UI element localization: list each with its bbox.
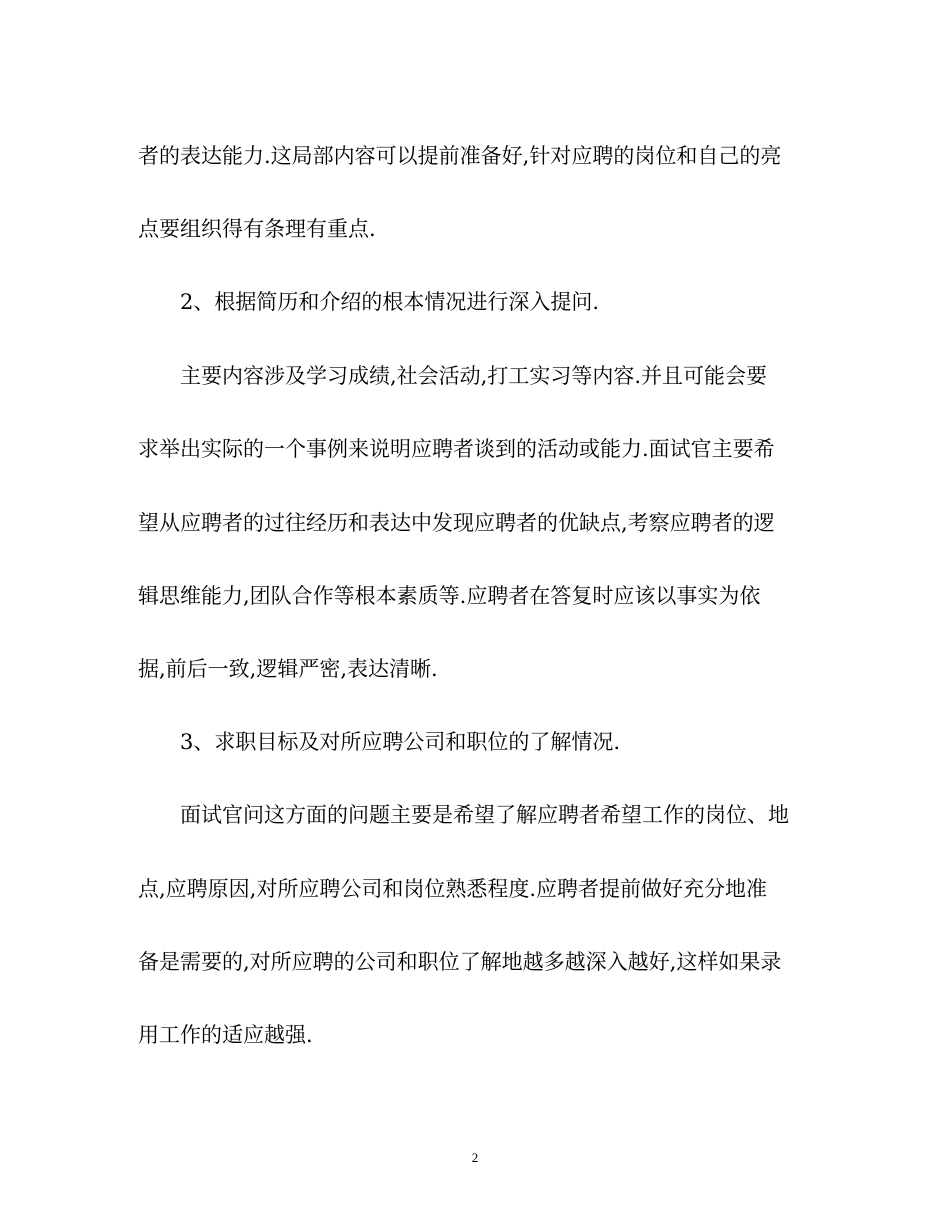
body-text-line: 面试官问这方面的问题主要是希望了解应聘者希望工作的岗位、地 <box>180 803 789 827</box>
body-text-line: 求举出实际的一个事例来说明应聘者谈到的活动或能力.面试官主要希 <box>138 437 775 461</box>
page-number: 2 <box>471 1150 479 1165</box>
body-text-line: 用工作的适应越强. <box>138 1023 313 1047</box>
section-heading: 2、根据简历和介绍的根本情况进行深入提问. <box>180 290 600 314</box>
body-text-line: 点,应聘原因,对所应聘公司和岗位熟悉程度.应聘者提前做好充分地准 <box>138 877 768 901</box>
body-text-line: 据,前后一致,逻辑严密,表达清晰. <box>138 657 438 681</box>
body-text-line: 主要内容涉及学习成绩,社会活动,打工实习等内容.并且可能会要 <box>180 364 768 388</box>
body-text-line: 辑思维能力,团队合作等根本素质等.应聘者在答复时应该以事实为依 <box>138 584 761 608</box>
body-text-line: 点要组织得有条理有重点. <box>138 217 376 241</box>
section-heading: 3、求职目标及对所应聘公司和职位的了解情况. <box>180 730 621 754</box>
body-text-line: 者的表达能力.这局部内容可以提前准备好,针对应聘的岗位和自己的亮 <box>138 144 782 168</box>
body-text-line: 备是需要的,对所应聘的公司和职位了解地越多越深入越好,这样如果录 <box>138 950 782 974</box>
body-text-line: 望从应聘者的过往经历和表达中发现应聘者的优缺点,考察应聘者的逻 <box>138 511 775 535</box>
